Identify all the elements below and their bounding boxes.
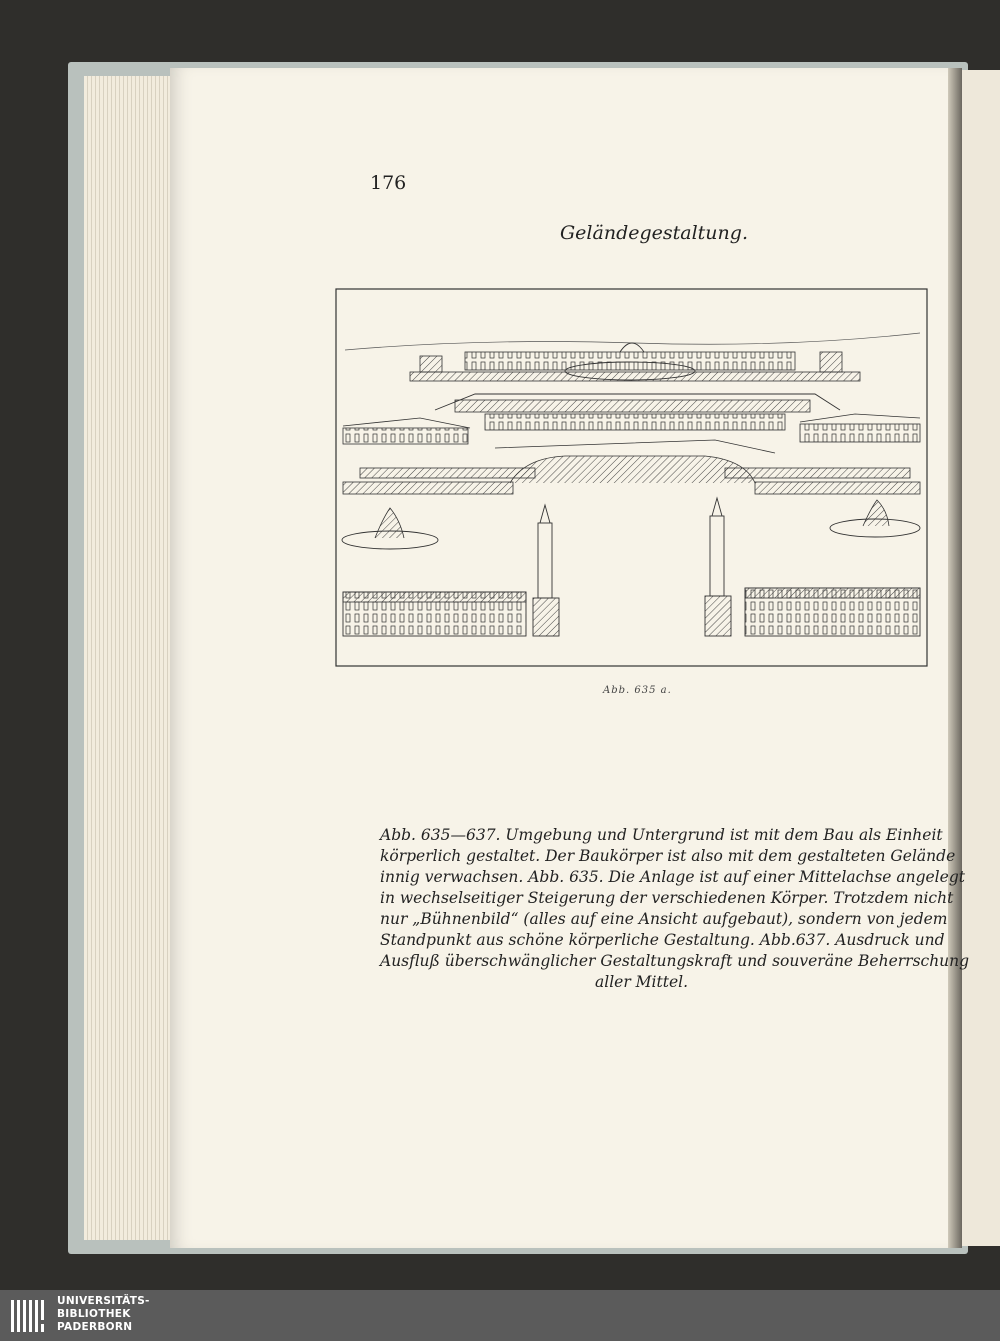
- caption-line: innig verwachsen. Abb. 635. Die Anlage ist auf einer Mittelachse angelegt: [380, 868, 965, 886]
- library-logo-icon: [9, 1298, 49, 1334]
- page-number: 176: [370, 172, 407, 194]
- facing-page-edge: [962, 70, 1000, 1246]
- library-name-line: UNIVERSITÄTS-: [57, 1295, 150, 1307]
- library-name-line: PADERBORN: [57, 1321, 133, 1333]
- caption-line: aller Mittel.: [595, 973, 689, 991]
- book-gutter: [948, 68, 962, 1248]
- caption-line: Standpunkt aus schöne körperliche Gestaltung. Abb.637. Ausdruck und: [380, 931, 945, 949]
- caption-line: nur „Bühnenbild“ (alles auf eine Ansicht aufgebaut), sondern von jedem: [380, 910, 948, 928]
- figure-illustration: [335, 288, 928, 667]
- library-name-line: BIBLIOTHEK: [57, 1308, 131, 1320]
- figure-label: Abb. 635 a.: [603, 685, 672, 696]
- caption-line: Abb. 635—637. Umgebung und Untergrund ist mit dem Bau als Einheit: [380, 826, 943, 844]
- caption-line: körperlich gestaltet. Der Baukörper ist also mit dem gestalteten Gelände: [380, 847, 956, 865]
- caption-line: Ausfluß überschwänglicher Gestaltungskraft und souveräne Beherrschung: [380, 952, 970, 970]
- caption-line: in wechselseitiger Steigerung der verschiedenen Körper. Trotzdem nicht: [380, 889, 954, 907]
- running-head: Geländegestaltung.: [560, 222, 748, 244]
- footer-bar: [0, 1290, 1000, 1341]
